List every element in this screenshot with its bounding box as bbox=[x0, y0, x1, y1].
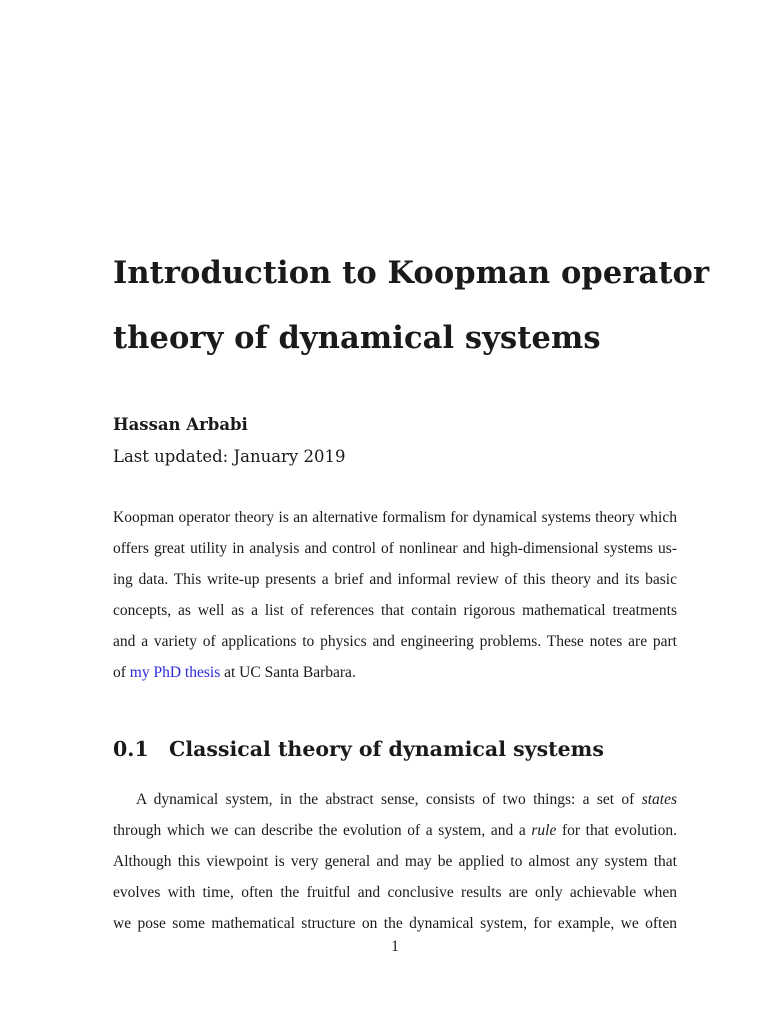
section-line-2 bbox=[113, 822, 677, 840]
section-line-1-text: A dynamical system, in the abstract sense, consists of two things: a set of bbox=[136, 791, 642, 808]
section-number: 0.1 bbox=[113, 737, 149, 761]
phd-thesis-link[interactable]: my PhD thesis bbox=[129, 664, 221, 681]
abstract-line-3: ing data. This write-up presents a brief and informal review of this theory and its basic bbox=[113, 571, 677, 588]
abstract-line-4: concepts, as well as a list of references that contain rigorous mathematical treatments bbox=[113, 602, 677, 619]
rule-emphasis: rule bbox=[531, 822, 557, 839]
section-line-1 bbox=[136, 791, 677, 809]
states-emphasis: states bbox=[641, 791, 677, 808]
section-line-2-end: for that evolution. bbox=[556, 822, 677, 839]
author-name: Hassan Arbabi bbox=[113, 415, 248, 434]
section-heading bbox=[113, 737, 604, 761]
section-line-5: we pose some mathematical structure on the dynamical system, for example, we often bbox=[113, 915, 677, 932]
section-line-2-text: through which we can describe the evolution of a system, and a bbox=[113, 822, 532, 839]
abstract-last-suffix: at UC Santa Barbara. bbox=[220, 664, 356, 681]
abstract-line-2: offers great utility in analysis and control of nonlinear and high-dimensional systems us- bbox=[113, 540, 677, 557]
section-title: Classical theory of dynamical systems bbox=[169, 737, 604, 761]
document-title-line-1: Introduction to Koopman operator bbox=[113, 255, 710, 291]
section-line-4: evolves with time, often the fruitful and conclusive results are only achievable when bbox=[113, 884, 677, 901]
abstract-line-5: and a variety of applications to physics and engineering problems. These notes are part bbox=[113, 633, 677, 650]
abstract-last-prefix: of bbox=[113, 664, 130, 681]
abstract-line-1: Koopman operator theory is an alternative formalism for dynamical systems theory which bbox=[113, 509, 677, 526]
page-number: 1 bbox=[391, 938, 399, 955]
section-line-3: Although this viewpoint is very general and may be applied to almost any system that bbox=[113, 853, 677, 870]
document-title-line-2: theory of dynamical systems bbox=[113, 320, 601, 356]
last-updated-date: Last updated: January 2019 bbox=[113, 447, 346, 466]
abstract-line-6 bbox=[113, 664, 356, 682]
